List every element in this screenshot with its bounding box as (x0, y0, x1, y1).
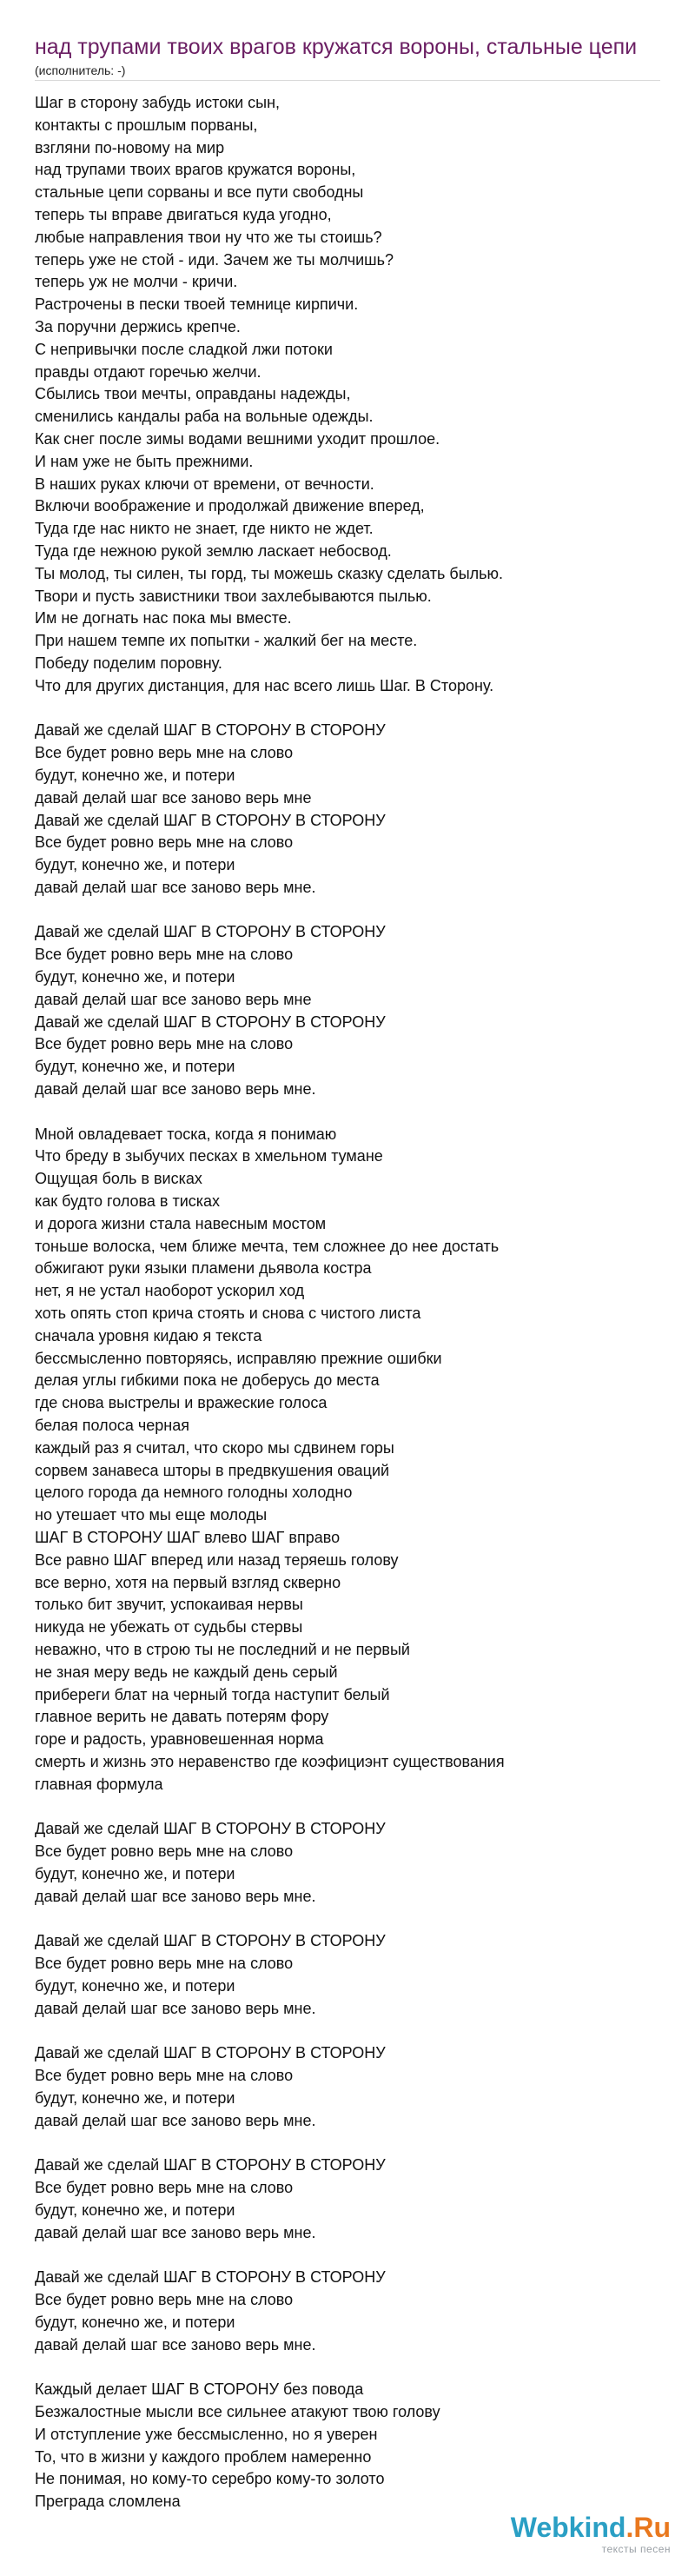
logo-wordmark (511, 2510, 671, 2545)
lyric-line: главная формула (35, 1775, 163, 1793)
lyric-line: Туда где нежною рукой землю ласкает небосвод. (35, 541, 392, 560)
lyric-line: контакты с прошлым порваны, (35, 116, 258, 134)
lyric-line: теперь уже не стой - иди. Зачем же ты молчишь? (35, 250, 394, 269)
lyric-line: будут, конечно же, и потери (35, 968, 235, 986)
lyric-line: теперь ты вправе двигаться куда угодно, (35, 205, 332, 223)
lyric-line: и дорога жизни стала навесным мостом (35, 1214, 327, 1232)
lyric-line: И нам уже не быть прежними. (35, 452, 254, 470)
lyric-line: давай делай шаг все заново верь мне (35, 990, 312, 1008)
stanza-gap (35, 2356, 678, 2379)
stanza-gap (35, 2133, 678, 2155)
lyric-line: Давай же сделай ШАГ В СТОРОНУ В СТОРОНУ (35, 2268, 386, 2287)
lyric-line: будут, конечно же, и потери (35, 1058, 235, 1076)
lyric-line: Что бреду в зыбучих песках в хмельном тумане (35, 1147, 383, 1165)
lyric-line: Туда где нас никто не знает, где никто не ждет. (35, 520, 374, 538)
lyric-line: Давай же сделай ШАГ В СТОРОНУ В СТОРОНУ (35, 811, 386, 829)
lyric-line: целого города да немного голодны холодно (35, 1484, 353, 1502)
lyric-line: где снова выстрелы и вражеские голоса (35, 1394, 328, 1412)
lyric-line: Давай же сделай ШАГ В СТОРОНУ В СТОРОНУ (35, 2044, 386, 2062)
lyric-line: сменились кандалы раба на вольные одежды. (35, 408, 374, 426)
lyric-line: Давай же сделай ШАГ В СТОРОНУ В СТОРОНУ (35, 2156, 386, 2174)
lyric-line: В наших руках ключи от времени, от вечности. (35, 475, 374, 493)
lyric-line: Давай же сделай ШАГ В СТОРОНУ В СТОРОНУ (35, 1012, 386, 1031)
lyric-line: Что для других дистанция, для нас всего лишь Шаг. В Сторону. (35, 676, 494, 694)
lyric-line: белая полоса черная (35, 1417, 189, 1435)
lyric-line: Растрочены в пески твоей темнице кирпичи. (35, 295, 359, 314)
lyric-line: будут, конечно же, и потери (35, 766, 235, 784)
lyric-line: правды отдают горечью желчи. (35, 362, 261, 381)
stanza-gap (35, 1101, 678, 1124)
lyric-line: Победу поделим поровну. (35, 654, 222, 672)
lyric-line: делая углы гибкими пока не доберусь до места (35, 1371, 380, 1390)
lyric-line: сорвем занавеса шторы в предвкушения оваций (35, 1461, 390, 1479)
lyric-line: хоть опять стоп крича стоять и снова с чистого листа (35, 1305, 421, 1323)
lyric-line: взгляни по-новому на мир (35, 138, 225, 156)
lyric-line: нет, я не устал наоборот ускорил ход (35, 1282, 305, 1300)
stanza-gap (35, 698, 678, 720)
lyric-line: не зная меру ведь не каждый день серый (35, 1663, 338, 1681)
lyric-line: Как снег после зимы водами вешними уходит прошлое. (35, 429, 440, 448)
lyric-line: Шаг в сторону забудь истоки сын, (35, 94, 281, 111)
lyric-line: Все будет ровно верь мне на слово (35, 1955, 294, 1973)
lyric-line: каждый раз я считал, что скоро мы сдвинем горы (35, 1438, 394, 1457)
lyric-line: Все будет ровно верь мне на слово (35, 833, 294, 852)
lyric-line: будут, конечно же, и потери (35, 2201, 235, 2219)
lyric-line: Им не догнать нас пока мы вместе. (35, 609, 292, 627)
lyric-line: И отступление уже бессмысленно, но я уверен (35, 2425, 378, 2443)
lyric-line: Все равно ШАГ вперед или назад теряешь голову (35, 1550, 399, 1569)
lyric-line: Ты молод, ты силен, ты горд, ты можешь сказку сделать былью. (35, 564, 504, 582)
lyric-line: Давай же сделай ШАГ В СТОРОНУ В СТОРОНУ (35, 923, 386, 941)
stanza-gap (35, 1909, 678, 1931)
lyric-line: То, что в жизни у каждого проблем намеренно (35, 2447, 372, 2466)
performer-line: (исполнитель: -) (35, 63, 126, 77)
lyric-line: давай делай шаг все заново верь мне. (35, 2111, 316, 2129)
lyric-line: горе и радость, уравновешенная норма (35, 1730, 324, 1749)
header-divider (35, 80, 660, 81)
lyric-line: Давай же сделай ШАГ В СТОРОНУ В СТОРОНУ (35, 721, 386, 740)
lyric-line: давай делай шаг все заново верь мне (35, 788, 312, 807)
logo-tld: .Ru (626, 2512, 671, 2543)
lyric-line: Все будет ровно верь мне на слово (35, 2291, 294, 2309)
webkind-logo[interactable] (504, 2510, 678, 2562)
lyric-line: любые направления твои ну что же ты стоишь? (35, 228, 382, 246)
lyric-line: бессмысленно повторяясь, исправляю прежние ошибки (35, 1349, 442, 1367)
lyric-line: Преграда сломлена (35, 2493, 181, 2511)
lyric-line: давай делай шаг все заново верь мне. (35, 2335, 316, 2354)
lyric-line: обжигают руки языки пламени дьявола костра (35, 1259, 372, 1278)
lyric-line: смерть и жизнь это неравенство где коэфициэнт существования (35, 1752, 505, 1770)
stanza-gap (35, 900, 678, 922)
lyric-line: будут, конечно же, и потери (35, 1976, 235, 1995)
lyric-line: Все будет ровно верь мне на слово (35, 744, 294, 762)
lyric-line: За поручни держись крепче. (35, 317, 241, 335)
lyric-line: Ощущая боль в висках (35, 1170, 202, 1188)
lyric-line: давай делай шаг все заново верь мне. (35, 1887, 316, 1905)
lyric-line: будут, конечно же, и потери (35, 2313, 235, 2331)
lyric-line: Давай же сделай ШАГ В СТОРОНУ В СТОРОНУ (35, 1932, 386, 1950)
lyric-line: давай делай шаг все заново верь мне. (35, 878, 316, 896)
lyric-line: давай делай шаг все заново верь мне. (35, 1999, 316, 2017)
lyric-line: Мной овладевает тоска, когда я понимаю (35, 1125, 337, 1143)
lyric-line: Включи воображение и продолжай движение вперед, (35, 497, 425, 515)
lyrics-text (35, 92, 678, 2513)
lyric-line: Давай же сделай ШАГ В СТОРОНУ В СТОРОНУ (35, 1820, 386, 1838)
lyric-line: будут, конечно же, и потери (35, 1864, 235, 1882)
lyric-line: Сбылись твои мечты, оправданы надежды, (35, 385, 351, 403)
stanza-gap (35, 2021, 678, 2043)
lyric-line: ШАГ В СТОРОНУ ШАГ влево ШАГ вправо (35, 1529, 341, 1546)
lyric-line: неважно, что в строю ты не последний и не первый (35, 1640, 410, 1658)
lyric-line: Твори и пусть завистники твои захлебываются пылью. (35, 587, 432, 605)
lyric-line: давай делай шаг все заново верь мне. (35, 1080, 316, 1099)
logo-word: Webkind (510, 2512, 626, 2543)
lyric-line: Все будет ровно верь мне на слово (35, 1035, 294, 1053)
lyric-line: никуда не убежать от судьбы стервы (35, 1618, 303, 1637)
lyric-line: Все будет ровно верь мне на слово (35, 1842, 294, 1861)
lyric-line: С непривычки после сладкой лжи потоки (35, 340, 333, 358)
lyric-line: сначала уровня кидаю я текста (35, 1326, 262, 1344)
logo-tagline: тексты песен (601, 2543, 671, 2555)
lyric-line: как будто голова в тисках (35, 1192, 221, 1211)
lyric-line: Все будет ровно верь мне на слово (35, 2179, 294, 2197)
lyric-line: главное верить не давать потерям фору (35, 1708, 329, 1726)
lyric-line: только бит звучит, успокаивая нервы (35, 1596, 303, 1614)
lyric-line: тоньше волоска, чем ближе мечта, тем сложнее до нее достать (35, 1237, 500, 1255)
lyric-line: над трупами твоих врагов кружатся вороны, (35, 161, 356, 179)
lyric-line: Все будет ровно верь мне на слово (35, 2067, 294, 2085)
lyric-line: теперь уж не молчи - кричи. (35, 273, 238, 291)
lyric-line: все верно, хотя на первый взгляд скверно (35, 1573, 341, 1591)
lyric-line: Все будет ровно верь мне на слово (35, 946, 294, 964)
lyric-line: Каждый делает ШАГ В СТОРОНУ без повода (35, 2380, 364, 2399)
lyric-line: стальные цепи сорваны и все пути свободны (35, 183, 364, 202)
lyric-line: давай делай шаг все заново верь мне. (35, 2223, 316, 2241)
stanza-gap (35, 2245, 678, 2267)
lyric-line: Безжалостные мысли все сильнее атакуют твою голову (35, 2403, 440, 2421)
stanza-gap (35, 1796, 678, 1819)
lyric-line: Не понимая, но кому-то серебро кому-то золото (35, 2470, 385, 2488)
lyric-line: но утешает что мы еще молоды (35, 1506, 268, 1524)
lyric-line: При нашем темпе их попытки - жалкий бег на месте. (35, 632, 418, 650)
lyric-line: будут, конечно же, и потери (35, 2088, 235, 2107)
lyric-line: прибереги блат на черный тогда наступит белый (35, 1685, 390, 1703)
song-title: над трупами твоих врагов кружатся вороны, стальные цепи (35, 35, 638, 59)
lyric-line: будут, конечно же, и потери (35, 856, 235, 874)
